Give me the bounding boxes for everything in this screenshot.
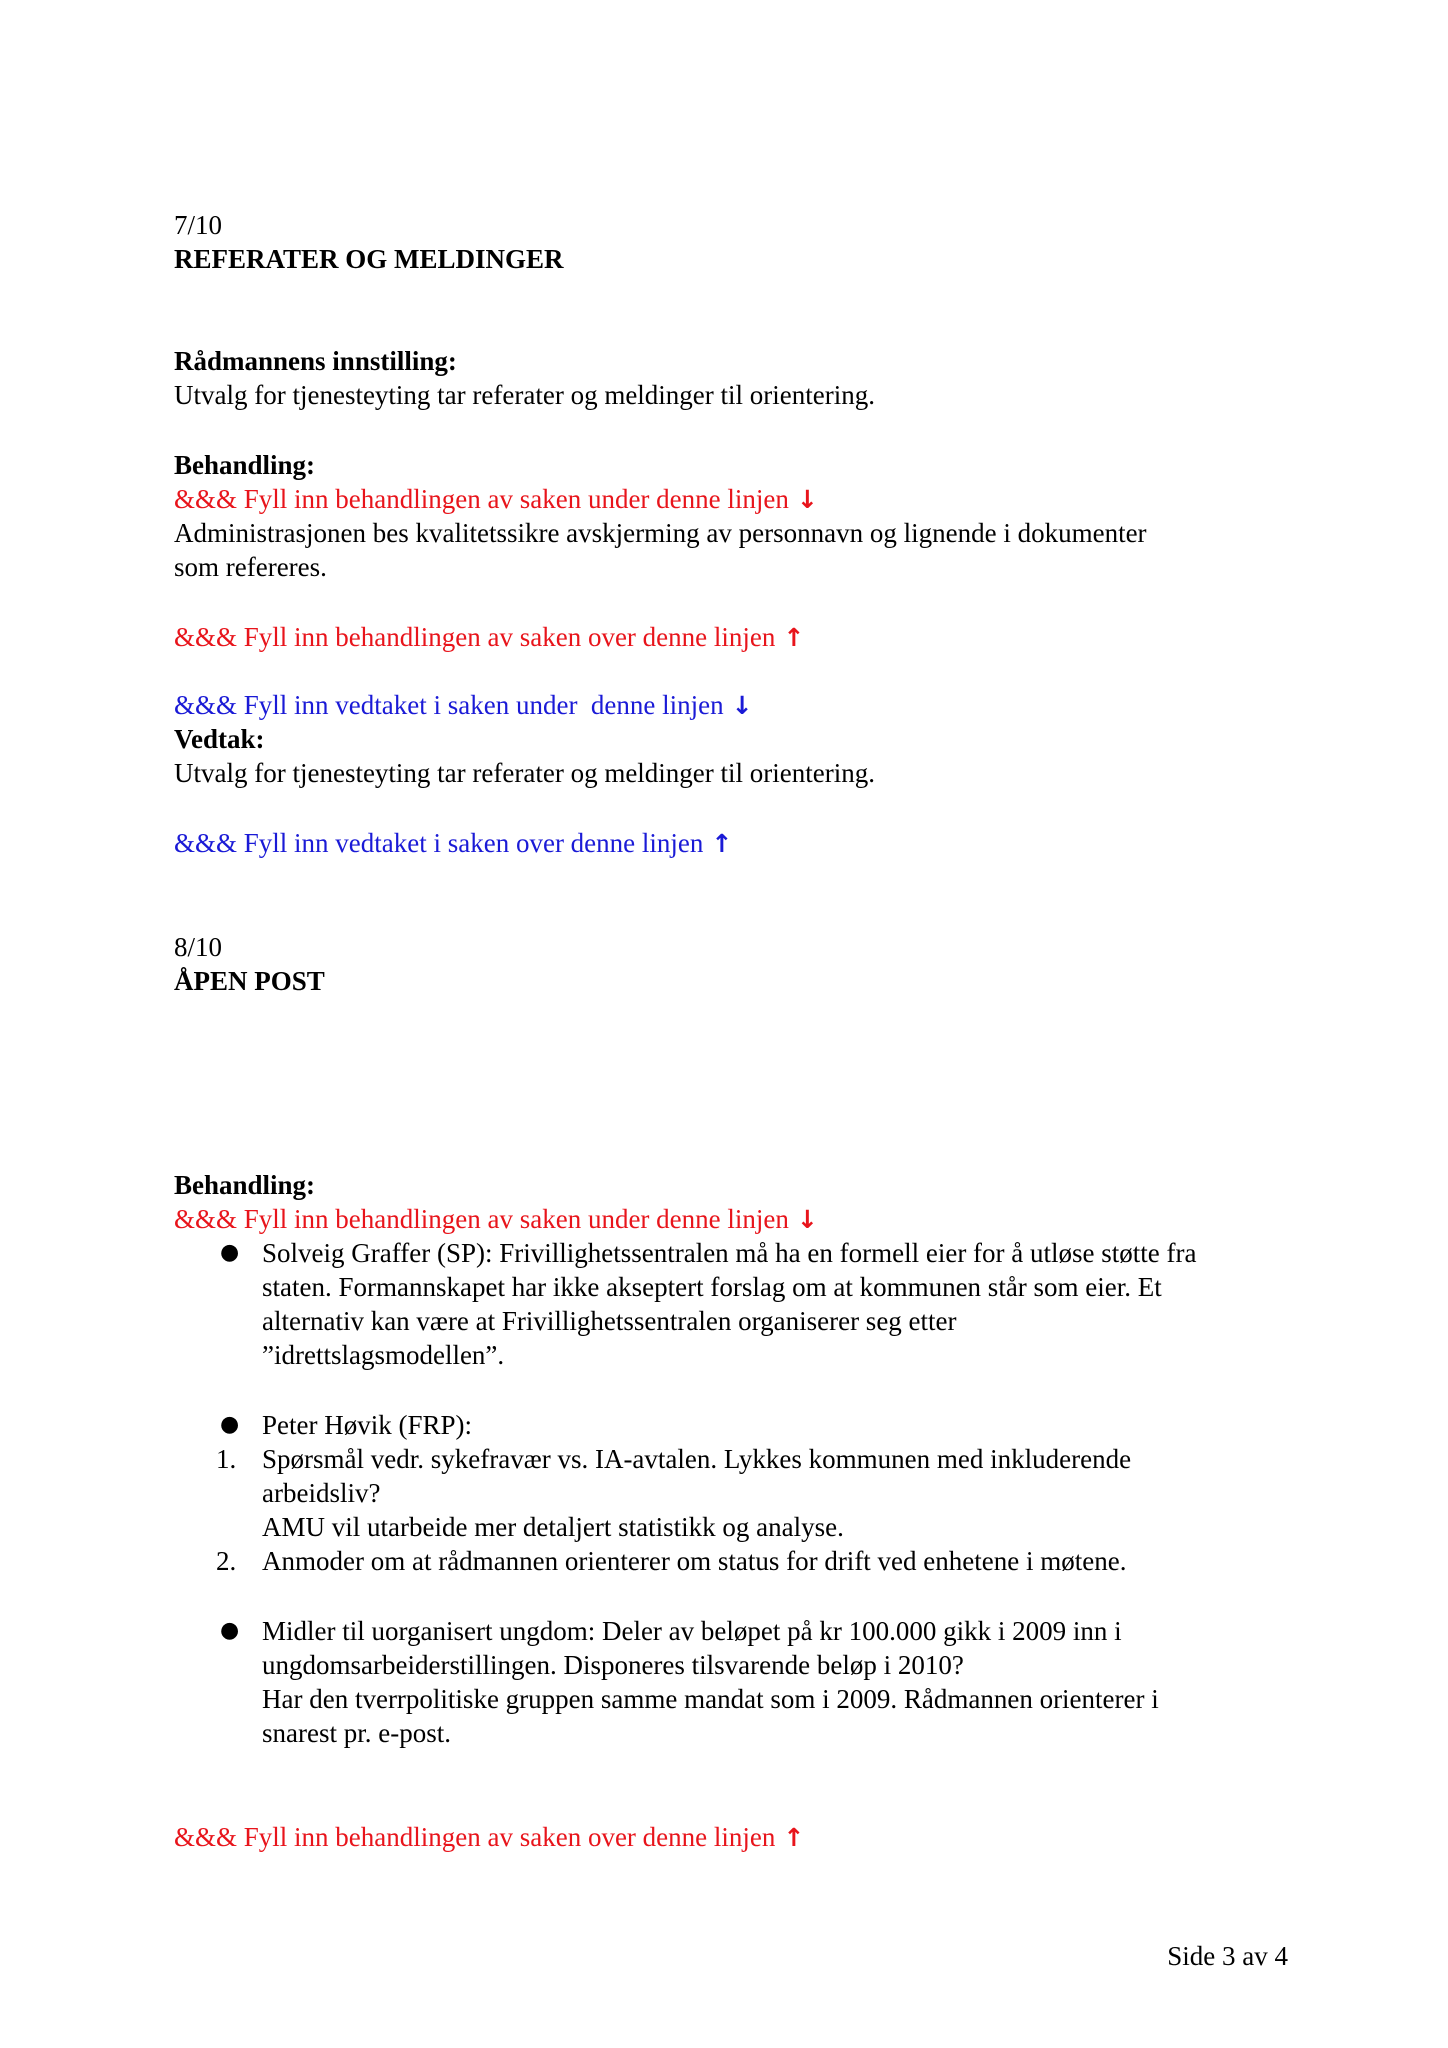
list-item-line: Har den tverrpolitiske gruppen samme mandat som i 2009. Rådmannen orienterer i [262,1684,1159,1714]
list-item-line: Solveig Graffer (SP): Frivillighetssentralen må ha en formell eier for å utløse støtte fra [262,1238,1197,1268]
list-item-line: Anmoder om at rådmannen orienterer om status for drift ved enhetene i møtene. [262,1546,1127,1576]
list-item-line: ”idrettslagsmodellen”. [262,1340,505,1370]
case-number: 8/10 [174,932,223,962]
bullet-icon: ● [220,1618,240,1643]
bullet-icon: ● [220,1412,240,1437]
page-number: Side 3 av 4 [1167,1941,1288,1971]
marker-text: &&& Fyll inn behandlingen av saken under denne linjen [174,1204,789,1234]
recommendation-heading: Rådmannens innstilling: [174,346,457,376]
treatment-text-line: som refereres. [174,552,327,582]
marker-text: &&& Fyll inn behandlingen av saken over denne linjen [174,622,776,652]
list-item-line: snarest pr. e-post. [262,1718,451,1748]
list-item-line: alternativ kan være at Frivillighetssentralen organiserer seg etter [262,1306,957,1336]
list-number: 1. [216,1444,237,1474]
arrow-up-icon: ↑ [783,1823,805,1852]
arrow-down-icon: ↓ [731,691,753,720]
treatment-marker-end [174,1820,804,1855]
list-item-line: Spørsmål vedr. sykefravær vs. IA-avtalen. Lykkes kommunen med inkluderende [262,1444,1132,1474]
marker-text: &&& Fyll inn behandlingen av saken under denne linjen [174,484,789,514]
arrow-up-icon: ↑ [711,829,733,858]
case-title: REFERATER OG MELDINGER [174,244,564,274]
case-title: ÅPEN POST [174,966,325,996]
marker-text: &&& Fyll inn vedtaket i saken over denne linjen [174,828,704,858]
treatment-marker-start [174,1202,818,1237]
arrow-up-icon: ↑ [783,623,805,652]
recommendation-text: Utvalg for tjenesteyting tar referater og meldinger til orientering. [174,380,875,410]
treatment-text-line: Administrasjonen bes kvalitetssikre avskjerming av personnavn og lignende i dokumenter [174,518,1147,548]
arrow-down-icon: ↓ [796,1205,818,1234]
list-item-line: ungdomsarbeiderstillingen. Disponeres tilsvarende beløp i 2010? [262,1650,964,1680]
treatment-heading: Behandling: [174,1170,316,1200]
marker-text: &&& Fyll inn behandlingen av saken over denne linjen [174,1822,776,1852]
bullet-icon: ● [220,1240,240,1265]
list-item-line: AMU vil utarbeide mer detaljert statistikk og analyse. [262,1512,844,1542]
list-item-line: Midler til uorganisert ungdom: Deler av beløpet på kr 100.000 gikk i 2009 inn i [262,1616,1122,1646]
list-item-line: Peter Høvik (FRP): [262,1410,473,1440]
list-number: 2. [216,1546,237,1576]
decision-marker-start [174,688,753,723]
treatment-marker-start [174,482,818,517]
treatment-heading: Behandling: [174,450,316,480]
decision-text: Utvalg for tjenesteyting tar referater og meldinger til orientering. [174,758,875,788]
list-item-line: arbeidsliv? [262,1478,381,1508]
decision-marker-end [174,826,732,861]
marker-text: &&& Fyll inn vedtaket i saken under denne linjen [174,690,724,720]
case-number: 7/10 [174,210,223,240]
list-item-line: staten. Formannskapet har ikke akseptert forslag om at kommunen står som eier. Et [262,1272,1162,1302]
treatment-marker-end [174,620,804,655]
arrow-down-icon: ↓ [796,485,818,514]
decision-heading: Vedtak: [174,724,265,754]
